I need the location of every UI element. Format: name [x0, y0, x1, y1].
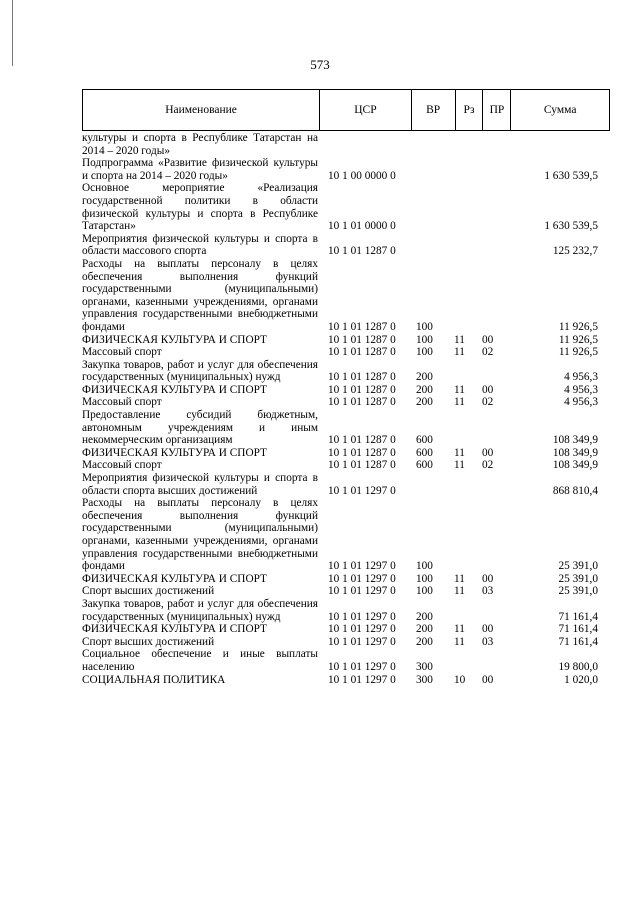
cell-csr: 10 1 01 1297 0 [328, 572, 396, 585]
table-row [82, 157, 610, 182]
table-row [82, 497, 610, 573]
header-csr: ЦСР [320, 90, 412, 130]
cell-csr: 10 1 01 1287 0 [328, 320, 396, 333]
cell-vr: 200 [416, 371, 433, 384]
table-row [82, 447, 610, 460]
cell-name: СОЦИАЛЬНАЯ ПОЛИТИКА [82, 673, 226, 686]
cell-csr: 10 1 01 1287 0 [328, 245, 396, 258]
cell-rz: 11 [454, 585, 465, 598]
cell-vr: 200 [416, 610, 433, 623]
table-row [82, 182, 610, 232]
table-row [82, 396, 610, 409]
cell-sum: 4 956,3 [564, 371, 598, 384]
cell-pr: 00 [482, 673, 494, 686]
cell-pr: 00 [482, 572, 494, 585]
cell-name: Предоставление субсидий бюджетным, автономным учреждениям и иным некоммерческим организациям [82, 409, 318, 447]
table-row [82, 598, 610, 623]
table-row [82, 384, 610, 397]
cell-name: культуры и спорта в Республике Татарстан на 2014 – 2020 годы» [82, 132, 318, 157]
cell-name: Спорт высших достижений [82, 635, 215, 648]
table-header [82, 89, 610, 131]
cell-vr: 600 [416, 446, 433, 459]
table-body [82, 132, 610, 686]
table-row [82, 409, 610, 447]
cell-name: Расходы на выплаты персоналу в целях обеспечения выполнения функций государственными (муниципальными) органами, казенными учреждениями, органами управления государственными внебюджетными фондами [82, 257, 318, 333]
cell-csr: 10 1 01 1297 0 [328, 673, 396, 686]
cell-sum: 108 349,9 [552, 459, 598, 472]
cell-pr: 02 [482, 459, 494, 472]
cell-sum: 25 391,0 [558, 572, 598, 585]
cell-rz: 11 [454, 446, 465, 459]
cell-rz: 11 [454, 623, 465, 636]
cell-pr: 00 [482, 383, 494, 396]
cell-sum: 108 349,9 [552, 446, 598, 459]
table-row [82, 636, 610, 649]
cell-vr: 100 [416, 572, 433, 585]
header-name: Наименование [83, 90, 320, 130]
cell-sum: 4 956,3 [564, 383, 598, 396]
cell-sum: 19 800,0 [558, 660, 598, 673]
cell-csr: 10 1 01 1287 0 [328, 371, 396, 384]
cell-sum: 1 020,0 [564, 673, 598, 686]
cell-csr: 10 1 01 1287 0 [328, 446, 396, 459]
table-row [82, 674, 610, 687]
cell-pr: 00 [482, 333, 494, 346]
cell-name: Закупка товаров, работ и услуг для обеспечения государственных (муниципальных) нужд [82, 597, 318, 623]
cell-csr: 10 1 01 1297 0 [328, 484, 396, 497]
cell-vr: 200 [416, 396, 433, 409]
cell-name: ФИЗИЧЕСКАЯ КУЛЬТУРА И СПОРТ [82, 333, 267, 346]
cell-vr: 100 [416, 346, 433, 359]
cell-csr: 10 1 01 1297 0 [328, 635, 396, 648]
cell-name: Расходы на выплаты персоналу в целях обеспечения выполнения функций государственными (муниципальными) органами, казенными учреждениями, органами управления государственными внебюджетными фондами [82, 497, 318, 573]
cell-sum: 108 349,9 [552, 434, 598, 447]
cell-vr: 200 [416, 623, 433, 636]
cell-csr: 10 1 01 1297 0 [328, 660, 396, 673]
cell-name: Основное мероприятие «Реализация государственной политики в области физической культуры и спорта в Республике Татарстан» [82, 182, 318, 233]
header-rz: Рз [456, 90, 484, 130]
table-row [82, 648, 610, 673]
cell-name: Массовый спорт [82, 459, 162, 472]
cell-name: ФИЗИЧЕСКАЯ КУЛЬТУРА И СПОРТ [82, 383, 267, 396]
cell-sum: 71 161,4 [558, 623, 598, 636]
header-vr: ВР [412, 90, 456, 130]
cell-sum: 1 630 539,5 [544, 220, 598, 233]
cell-csr: 10 1 01 1297 0 [328, 585, 396, 598]
cell-vr: 100 [416, 585, 433, 598]
cell-name: ФИЗИЧЕСКАЯ КУЛЬТУРА И СПОРТ [82, 623, 267, 636]
cell-csr: 10 1 01 1297 0 [328, 610, 396, 623]
cell-vr: 600 [416, 459, 433, 472]
cell-sum: 11 926,5 [558, 333, 598, 346]
cell-rz: 10 [454, 673, 466, 686]
cell-vr: 200 [416, 383, 433, 396]
cell-csr: 10 1 01 1287 0 [328, 333, 396, 346]
cell-name: Массовый спорт [82, 396, 162, 409]
cell-csr: 10 1 01 1287 0 [328, 383, 396, 396]
cell-vr: 300 [416, 660, 433, 673]
cell-csr: 10 1 01 0000 0 [328, 220, 396, 233]
cell-vr: 200 [416, 635, 433, 648]
cell-name: Социальное обеспечение и иные выплаты населению [82, 648, 318, 673]
cell-rz: 11 [454, 383, 465, 396]
cell-vr: 100 [416, 560, 433, 573]
cell-csr: 10 1 01 1287 0 [328, 434, 396, 447]
cell-pr: 03 [482, 585, 494, 598]
cell-sum: 125 232,7 [552, 245, 598, 258]
cell-csr: 10 1 01 1287 0 [328, 459, 396, 472]
cell-sum: 868 810,4 [552, 484, 598, 497]
cell-name: Спорт высших достижений [82, 585, 215, 598]
cell-sum: 1 630 539,5 [544, 169, 598, 182]
cell-pr: 00 [482, 446, 494, 459]
table-row [82, 132, 610, 157]
cell-vr: 600 [416, 434, 433, 447]
cell-rz: 11 [454, 396, 465, 409]
page-number: 573 [310, 57, 330, 72]
cell-csr: 10 1 01 1287 0 [328, 396, 396, 409]
cell-sum: 71 161,4 [558, 635, 598, 648]
cell-pr: 02 [482, 346, 494, 359]
cell-sum: 25 391,0 [558, 560, 598, 573]
cell-sum: 4 956,3 [564, 396, 598, 409]
cell-csr: 10 1 01 1297 0 [328, 560, 396, 573]
cell-csr: 10 1 00 0000 0 [328, 169, 396, 182]
cell-sum: 71 161,4 [558, 610, 598, 623]
cell-rz: 11 [454, 333, 465, 346]
cell-rz: 11 [454, 572, 465, 585]
cell-name: Закупка товаров, работ и услуг для обеспечения государственных (муниципальных) нужд [82, 358, 318, 384]
cell-name: Мероприятия физической культуры и спорта в области массового спорта [82, 232, 318, 258]
table-row [82, 258, 610, 334]
cell-csr: 10 1 01 1297 0 [328, 623, 396, 636]
cell-rz: 11 [454, 346, 465, 359]
table-row [82, 233, 610, 258]
cell-csr: 10 1 01 1287 0 [328, 346, 396, 359]
header-pr: ПР [483, 90, 511, 130]
cell-vr: 100 [416, 320, 433, 333]
table-row [82, 459, 610, 472]
cell-sum: 11 926,5 [558, 346, 598, 359]
cell-vr: 100 [416, 333, 433, 346]
table-row [82, 359, 610, 384]
cell-name: Подпрограмма «Развитие физической культуры и спорта на 2014 – 2020 годы» [82, 157, 318, 182]
table-row [82, 585, 610, 598]
cell-sum: 11 926,5 [558, 320, 598, 333]
table-row [82, 472, 610, 497]
cell-name: ФИЗИЧЕСКАЯ КУЛЬТУРА И СПОРТ [82, 572, 267, 585]
cell-pr: 02 [482, 396, 494, 409]
header-sum: Сумма [543, 104, 577, 116]
cell-rz: 11 [454, 635, 465, 648]
cell-sum: 25 391,0 [558, 585, 598, 598]
cell-pr: 00 [482, 623, 494, 636]
cell-name: Мероприятия физической культуры и спорта в области спорта высших достижений [82, 472, 318, 497]
table-row [82, 573, 610, 586]
cell-vr: 300 [416, 673, 433, 686]
cell-pr: 03 [482, 635, 494, 648]
table-row [82, 334, 610, 347]
table-row [82, 346, 610, 359]
cell-name: Массовый спорт [82, 346, 162, 359]
cell-name: ФИЗИЧЕСКАЯ КУЛЬТУРА И СПОРТ [82, 446, 267, 459]
table-row [82, 623, 610, 636]
cell-rz: 11 [454, 459, 465, 472]
